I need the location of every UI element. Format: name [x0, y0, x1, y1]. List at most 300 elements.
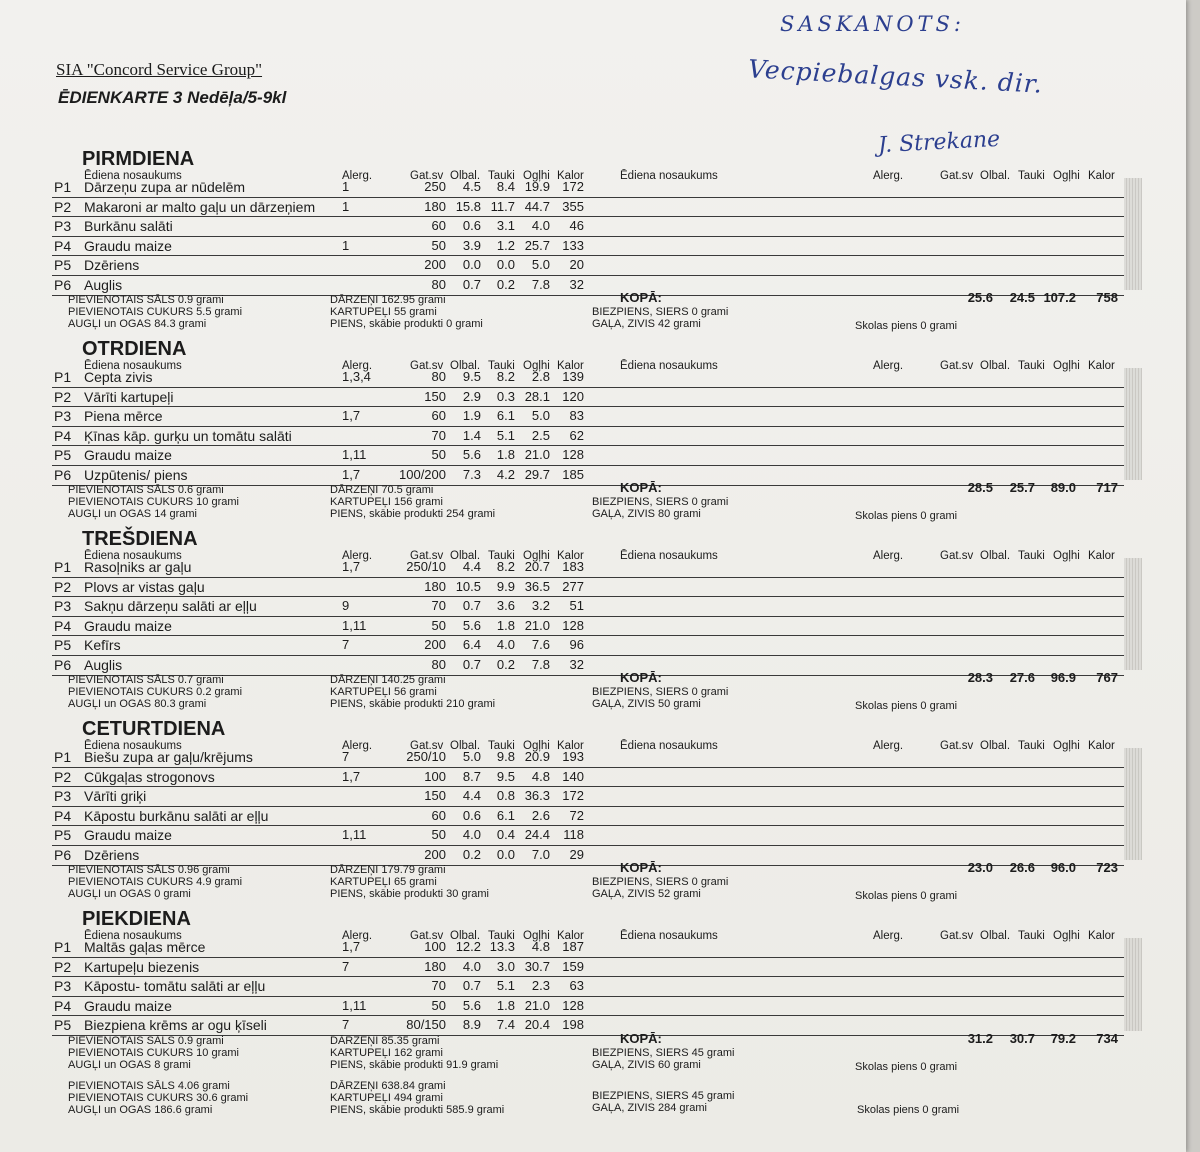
total-meat: GAĻA, ZIVIS 50 grami: [592, 697, 701, 710]
dish-c-value: 20.7: [524, 559, 550, 574]
total-p-value: 23.0: [967, 859, 993, 875]
total-f-value: 30.7: [1009, 1031, 1035, 1046]
dish-k-value: 183: [562, 559, 584, 574]
column-header-allergens: Alerg.: [342, 360, 373, 372]
dish-p-value: 7.3: [462, 466, 481, 482]
dish-row: [52, 807, 1124, 827]
column-header-kcal: Kalor: [1088, 170, 1115, 182]
dish-row: [52, 938, 1124, 958]
dish-c-value: 21.0: [524, 617, 550, 633]
dish-c-value: 3.2: [531, 598, 550, 614]
total-school-milk: Skolas piens 0 grami: [855, 509, 958, 522]
dish-w-value: 200: [424, 637, 446, 653]
dish-allergens: 1,7: [342, 559, 361, 574]
dish-f-value: 13.3: [489, 939, 515, 954]
dish-row: [52, 787, 1124, 807]
dish-f-value: 11.7: [490, 198, 515, 214]
total-p-value: 31.2: [967, 1031, 993, 1046]
dish-c-value: 7.8: [531, 656, 550, 672]
column-header-fat: Tauki: [1018, 930, 1045, 942]
dish-code: P1: [54, 179, 72, 195]
dish-w-value: 70: [431, 978, 446, 994]
column-header-protein: Olbal.: [450, 170, 481, 182]
dish-allergens: 1,7: [342, 408, 361, 424]
total-kopa: KOPĀ:: [620, 859, 662, 875]
column-header-fat: Tauki: [488, 360, 515, 372]
dish-f-value: 6.1: [496, 807, 515, 823]
dish-k-value: 32: [569, 656, 584, 672]
dish-k-value: 83: [569, 408, 584, 424]
dish-code: P6: [54, 466, 72, 483]
dish-k-value: 159: [562, 958, 584, 974]
dish-code: P4: [54, 427, 72, 444]
dish-p-value: 4.0: [462, 958, 481, 974]
dish-k-value: 118: [563, 827, 584, 843]
dish-k-value: 140: [562, 768, 584, 784]
day-title: PIRMDIENA: [82, 148, 195, 170]
dish-code: P4: [54, 237, 72, 254]
dish-allergens: 1: [342, 237, 350, 253]
total-sugar: PIEVIENOTAIS CUKURS 10 grami: [68, 1047, 239, 1059]
total-potato: KARTUPEĻI 56 grami: [330, 685, 437, 698]
column-header-dish-name: Ēdiena nosaukums: [84, 170, 182, 182]
dish-name: Dzēriens: [84, 257, 140, 274]
total-milk: PIENS, skābie produkti 210 grami: [330, 697, 496, 710]
total-milk: PIENS, skābie produkti 91.9 grami: [330, 1059, 499, 1071]
dish-w-value: 200: [424, 257, 446, 273]
dish-w-value: 70: [431, 598, 446, 614]
dish-f-value: 0.4: [496, 827, 515, 843]
dish-code: P3: [54, 598, 72, 615]
column-header-protein: Olbal.: [980, 360, 1011, 372]
total-salt: PIEVIENOTAIS SĀLS 0.7 grami: [68, 673, 224, 686]
column-header-weight: Gat.sv: [940, 170, 974, 182]
total-potato: KARTUPEĻI 65 grami: [330, 875, 437, 888]
dish-p-value: 4.4: [462, 559, 481, 574]
company-name: SIA "Concord Service Group": [56, 60, 263, 79]
dish-allergens: 1,7: [342, 939, 361, 954]
dish-name: Dārzeņu zupa ar nūdelēm: [84, 179, 246, 195]
dish-w-value: 80: [431, 276, 446, 292]
total-curd: BIEZPIENS, SIERS 0 grami: [592, 305, 729, 318]
total-veg: DĀRZEŅI 70.5 grami: [330, 483, 434, 496]
total-kopa: KOPĀ:: [620, 479, 662, 495]
column-header-dish-name: Ēdiena nosaukums: [620, 930, 718, 942]
dish-f-value: 3.6: [496, 598, 515, 614]
dish-p-value: 0.2: [462, 846, 481, 862]
dish-c-value: 36.3: [524, 788, 550, 804]
dish-c-value: 30.7: [524, 958, 550, 974]
total-c-value: 96.9: [1050, 669, 1076, 685]
total-p-value: 28.3: [967, 669, 993, 685]
dish-k-value: 32: [569, 276, 584, 292]
column-header-dish-name: Ēdiena nosaukums: [620, 170, 718, 182]
dish-w-value: 60: [431, 218, 446, 234]
week-total-salt: PIEVIENOTAIS SĀLS 4.06 grami: [68, 1080, 230, 1092]
dish-allergens: 1,3,4: [342, 369, 371, 384]
column-header-fat: Tauki: [1018, 170, 1045, 182]
dish-f-value: 1.2: [496, 237, 515, 253]
total-meat: GAĻA, ZIVIS 52 grami: [592, 887, 701, 900]
dish-f-value: 0.3: [496, 388, 515, 404]
column-header-protein: Olbal.: [450, 360, 481, 372]
dish-w-value: 180: [424, 198, 446, 214]
dish-row: [52, 217, 1124, 237]
dish-p-value: 5.6: [462, 447, 481, 463]
dish-f-value: 9.9: [496, 578, 515, 594]
column-header-carbs: Ogļhi: [523, 740, 550, 752]
scan-smudge: [1124, 748, 1142, 860]
dish-f-value: 1.8: [496, 447, 515, 463]
total-salt: PIEVIENOTAIS SĀLS 0.96 grami: [68, 863, 230, 876]
dish-k-value: 128: [562, 997, 584, 1013]
column-header-allergens: Alerg.: [342, 550, 373, 562]
dish-allergens: 7: [342, 749, 350, 764]
dish-w-value: 200: [424, 846, 446, 862]
dish-allergens: 1,11: [342, 827, 367, 843]
dish-w-value: 70: [431, 427, 446, 443]
dish-w-value: 80: [431, 656, 446, 672]
total-school-milk: Skolas piens 0 grami: [855, 699, 958, 712]
dish-c-value: 20.9: [524, 749, 550, 764]
total-f-value: 27.6: [1009, 669, 1035, 685]
dish-k-value: 277: [562, 578, 584, 594]
dish-k-value: 128: [562, 617, 584, 633]
dish-w-value: 80/150: [406, 1017, 446, 1033]
dish-c-value: 7.6: [531, 637, 550, 653]
dish-name: Graudu maize: [84, 237, 172, 254]
dish-table: [52, 368, 1124, 486]
week-total-curd: BIEZPIENS, SIERS 45 grami: [592, 1090, 735, 1102]
dish-k-value: 51: [569, 598, 584, 614]
column-header-kcal: Kalor: [1088, 740, 1115, 752]
dish-c-value: 25.7: [524, 237, 550, 253]
dish-allergens: 1,11: [342, 617, 367, 633]
total-potato: KARTUPEĻI 162 grami: [330, 1047, 443, 1059]
week-total-potato: KARTUPEĻI 494 grami: [330, 1092, 443, 1104]
dish-p-value: 2.9: [462, 388, 481, 404]
dish-f-value: 7.4: [496, 1017, 515, 1033]
dish-name: Biešu zupa ar gaļu/krējums: [84, 749, 253, 765]
dish-name: Kāpostu burkānu salāti ar eļļu: [84, 807, 269, 824]
column-header-fat: Tauki: [488, 930, 515, 942]
dish-k-value: 172: [562, 179, 584, 194]
total-fruit: AUGĻI un OGAS 80.3 grami: [68, 697, 207, 710]
total-k-value: 758: [1096, 289, 1118, 305]
dish-row: [52, 427, 1124, 447]
total-sugar: PIEVIENOTAIS CUKURS 4.9 grami: [68, 875, 243, 888]
dish-code: P3: [54, 218, 72, 235]
dish-c-value: 19.9: [524, 179, 550, 194]
dish-f-value: 6.1: [496, 408, 515, 424]
dish-row: [52, 617, 1124, 637]
dish-p-value: 8.9: [462, 1017, 481, 1033]
column-header-dish-name: Ēdiena nosaukums: [84, 550, 182, 562]
total-kopa: KOPĀ:: [620, 1031, 662, 1046]
dish-p-value: 9.5: [462, 369, 481, 384]
column-header-fat: Tauki: [1018, 550, 1045, 562]
dish-name: Makaroni ar malto gaļu un dārzeņiem: [84, 198, 316, 215]
dish-p-value: 0.6: [462, 218, 481, 234]
dish-c-value: 29.7: [524, 466, 550, 482]
column-header-weight: Gat.sv: [940, 930, 974, 942]
column-header-kcal: Kalor: [557, 360, 584, 372]
total-school-milk: Skolas piens 0 grami: [855, 319, 958, 332]
column-header-fat: Tauki: [1018, 740, 1045, 752]
dish-row: [52, 578, 1124, 598]
dish-w-value: 50: [431, 997, 446, 1013]
dish-f-value: 0.0: [496, 846, 515, 862]
dish-row: [52, 958, 1124, 978]
dish-code: P5: [54, 827, 72, 844]
week-total-fruit: AUGĻI un OGAS 186.6 grami: [68, 1104, 213, 1116]
dish-k-value: 185: [562, 466, 584, 482]
column-header-carbs: Ogļhi: [1053, 550, 1080, 562]
dish-code: P3: [54, 978, 72, 995]
column-header-kcal: Kalor: [557, 930, 584, 942]
total-milk: PIENS, skābie produkti 0 grami: [330, 317, 483, 330]
dish-p-value: 5.6: [462, 617, 481, 633]
column-header-kcal: Kalor: [557, 740, 584, 752]
dish-name: Graudu maize: [84, 827, 172, 844]
dish-c-value: 24.4: [524, 827, 550, 843]
dish-w-value: 50: [431, 447, 446, 463]
dish-code: P5: [54, 257, 72, 274]
column-header-weight: Gat.sv: [410, 550, 444, 562]
column-header-dish-name: Ēdiena nosaukums: [620, 550, 718, 562]
dish-name: Ķīnas kāp. gurķu un tomātu salāti: [84, 427, 292, 444]
column-header-fat: Tauki: [1018, 360, 1045, 372]
dish-name: Auglis: [84, 276, 123, 293]
dish-w-value: 180: [424, 958, 446, 974]
column-header-protein: Olbal.: [450, 550, 481, 562]
dish-row: [52, 1016, 1124, 1036]
dish-row: [52, 826, 1124, 846]
dish-w-value: 100: [424, 939, 446, 954]
dish-table: [52, 558, 1124, 676]
dish-c-value: 7.0: [531, 846, 550, 862]
column-header-kcal: Kalor: [1088, 550, 1115, 562]
dish-c-value: 4.0: [531, 218, 550, 234]
dish-w-value: 60: [431, 408, 446, 424]
dish-k-value: 198: [562, 1017, 584, 1033]
column-header-carbs: Ogļhi: [1053, 740, 1080, 752]
dish-code: P4: [54, 997, 72, 1014]
total-k-value: 734: [1096, 1031, 1118, 1046]
dish-k-value: 96: [569, 637, 584, 653]
dish-row: [52, 388, 1124, 408]
column-header-carbs: Ogļhi: [523, 550, 550, 562]
dish-c-value: 4.8: [531, 768, 550, 784]
dish-w-value: 50: [431, 237, 446, 253]
dish-c-value: 20.4: [524, 1017, 550, 1033]
column-header-allergens: Alerg.: [873, 740, 904, 752]
column-header-kcal: Kalor: [1088, 360, 1115, 372]
dish-p-value: 4.0: [462, 827, 481, 843]
dish-code: P4: [54, 617, 72, 634]
total-c-value: 107.2: [1043, 289, 1076, 305]
total-kopa: KOPĀ:: [620, 669, 662, 685]
dish-w-value: 50: [431, 617, 446, 633]
total-curd: BIEZPIENS, SIERS 0 grami: [592, 495, 729, 508]
total-fruit: AUGĻI un OGAS 84.3 grami: [68, 317, 207, 330]
dish-name: Graudu maize: [84, 617, 172, 634]
column-header-dish-name: Ēdiena nosaukums: [620, 740, 718, 752]
dish-p-value: 4.4: [462, 788, 481, 804]
dish-p-value: 3.9: [462, 237, 481, 253]
dish-allergens: 1,11: [342, 997, 367, 1013]
dish-w-value: 100/200: [399, 466, 446, 482]
column-header-allergens: Alerg.: [873, 360, 904, 372]
dish-w-value: 50: [431, 827, 446, 843]
dish-f-value: 5.1: [496, 427, 515, 443]
dish-row: [52, 768, 1124, 788]
total-c-value: 96.0: [1050, 859, 1076, 875]
dish-code: P2: [54, 198, 72, 215]
dish-c-value: 2.6: [531, 807, 550, 823]
dish-f-value: 1.8: [496, 617, 515, 633]
dish-p-value: 10.5: [455, 578, 481, 594]
column-header-allergens: Alerg.: [873, 930, 904, 942]
dish-k-value: 62: [569, 427, 584, 443]
column-header-weight: Gat.sv: [410, 930, 444, 942]
dish-f-value: 3.1: [496, 218, 515, 234]
total-fruit: AUGĻI un OGAS 8 grami: [68, 1059, 191, 1071]
dish-w-value: 150: [424, 388, 446, 404]
dish-code: P1: [54, 749, 72, 765]
total-school-milk: Skolas piens 0 grami: [855, 1061, 958, 1073]
total-school-milk: Skolas piens 0 grami: [855, 889, 958, 902]
dish-name: Piena mērce: [84, 408, 163, 425]
dish-p-value: 0.7: [462, 276, 481, 292]
dish-row: [52, 597, 1124, 617]
dish-code: P3: [54, 788, 72, 805]
dish-p-value: 12.2: [455, 939, 481, 954]
dish-p-value: 5.6: [462, 997, 481, 1013]
dish-p-value: 4.5: [462, 179, 481, 194]
dish-p-value: 6.4: [462, 637, 481, 653]
dish-f-value: 0.2: [496, 276, 515, 292]
total-sugar: PIEVIENOTAIS CUKURS 10 grami: [68, 495, 239, 508]
dish-row: [52, 237, 1124, 257]
dish-k-value: 128: [562, 447, 584, 463]
dish-row: [52, 558, 1124, 578]
column-header-dish-name: Ēdiena nosaukums: [84, 930, 182, 942]
total-curd: BIEZPIENS, SIERS 45 grami: [592, 1047, 735, 1059]
dish-k-value: 193: [562, 749, 584, 764]
column-header-protein: Olbal.: [450, 930, 481, 942]
dish-name: Uzpūtenis/ piens: [84, 466, 188, 483]
column-header-fat: Tauki: [488, 550, 515, 562]
total-meat: GAĻA, ZIVIS 80 grami: [592, 507, 701, 520]
total-veg: DĀRZEŅI 179.79 grami: [330, 863, 446, 876]
week-total-meat: GAĻA, ZIVIS 284 grami: [592, 1102, 707, 1114]
total-salt: PIEVIENOTAIS SĀLS 0.9 grami: [68, 1035, 224, 1047]
column-header-protein: Olbal.: [980, 740, 1011, 752]
dish-c-value: 44.7: [524, 198, 550, 214]
column-header-weight: Gat.sv: [940, 550, 974, 562]
dish-row: [52, 446, 1124, 466]
dish-row: [52, 977, 1124, 997]
dish-allergens: 7: [342, 637, 350, 653]
dish-w-value: 60: [431, 807, 446, 823]
dish-f-value: 8.2: [496, 369, 515, 384]
column-header-carbs: Ogļhi: [523, 170, 550, 182]
dish-w-value: 100: [424, 768, 446, 784]
dish-c-value: 28.1: [524, 388, 550, 404]
total-p-value: 28.5: [967, 479, 993, 495]
total-salt: PIEVIENOTAIS SĀLS 0.6 grami: [68, 483, 224, 496]
day-title: OTRDIENA: [82, 338, 187, 360]
dish-row: [52, 407, 1124, 427]
column-header-protein: Olbal.: [980, 930, 1011, 942]
column-header-dish-name: Ēdiena nosaukums: [84, 740, 182, 752]
dish-name: Dzēriens: [84, 846, 140, 863]
total-fruit: AUGĻI un OGAS 0 grami: [68, 887, 191, 900]
dish-name: Kartupeļu biezenis: [84, 958, 200, 975]
dish-c-value: 21.0: [524, 997, 550, 1013]
dish-k-value: 187: [562, 939, 584, 954]
dish-name: Graudu maize: [84, 447, 172, 464]
dish-code: P5: [54, 637, 72, 654]
scan-smudge: [1124, 558, 1142, 670]
dish-row: [52, 368, 1124, 388]
dish-f-value: 8.4: [496, 179, 515, 194]
dish-p-value: 15.8: [455, 198, 481, 214]
total-kopa: KOPĀ:: [620, 289, 662, 305]
dish-code: P3: [54, 408, 72, 425]
column-header-allergens: Alerg.: [342, 170, 373, 182]
total-potato: KARTUPEĻI 55 grami: [330, 305, 437, 318]
dish-name: Kefīrs: [84, 637, 121, 654]
dish-p-value: 0.7: [462, 978, 481, 994]
column-header-weight: Gat.sv: [940, 740, 974, 752]
dish-allergens: 1: [342, 198, 350, 214]
dish-code: P1: [54, 369, 72, 385]
total-veg: DĀRZEŅI 85.35 grami: [330, 1035, 440, 1047]
dish-code: P2: [54, 768, 72, 785]
dish-code: P5: [54, 1017, 72, 1034]
dish-f-value: 0.0: [496, 257, 515, 273]
dish-code: P5: [54, 447, 72, 464]
dish-code: P1: [54, 939, 72, 955]
dish-w-value: 250/10: [406, 559, 446, 574]
dish-c-value: 2.8: [531, 369, 550, 384]
dish-k-value: 172: [562, 788, 584, 804]
column-header-carbs: Ogļhi: [1053, 360, 1080, 372]
total-potato: KARTUPEĻI 156 grami: [330, 495, 443, 508]
day-title: CETURTDIENA: [82, 718, 226, 740]
total-c-value: 89.0: [1050, 479, 1076, 495]
dish-p-value: 0.6: [462, 807, 481, 823]
column-header-protein: Olbal.: [980, 550, 1011, 562]
dish-f-value: 4.0: [496, 637, 515, 653]
dish-c-value: 5.0: [531, 257, 550, 273]
dish-row: [52, 997, 1124, 1017]
dish-table: [52, 938, 1124, 1036]
column-header-dish-name: Ēdiena nosaukums: [620, 360, 718, 372]
column-header-kcal: Kalor: [557, 550, 584, 562]
dish-name: Burkānu salāti: [84, 218, 173, 235]
approval-heading: SASKANOTS:: [780, 12, 966, 36]
dish-code: P6: [54, 656, 72, 673]
dish-name: Vārīti griķi: [84, 788, 147, 805]
dish-c-value: 5.0: [531, 408, 550, 424]
dish-p-value: 1.9: [462, 408, 481, 424]
week-total-veg: DĀRZEŅI 638.84 grami: [330, 1080, 446, 1092]
week-total-school-milk: Skolas piens 0 grami: [857, 1104, 960, 1116]
dish-allergens: 1,11: [342, 447, 367, 463]
